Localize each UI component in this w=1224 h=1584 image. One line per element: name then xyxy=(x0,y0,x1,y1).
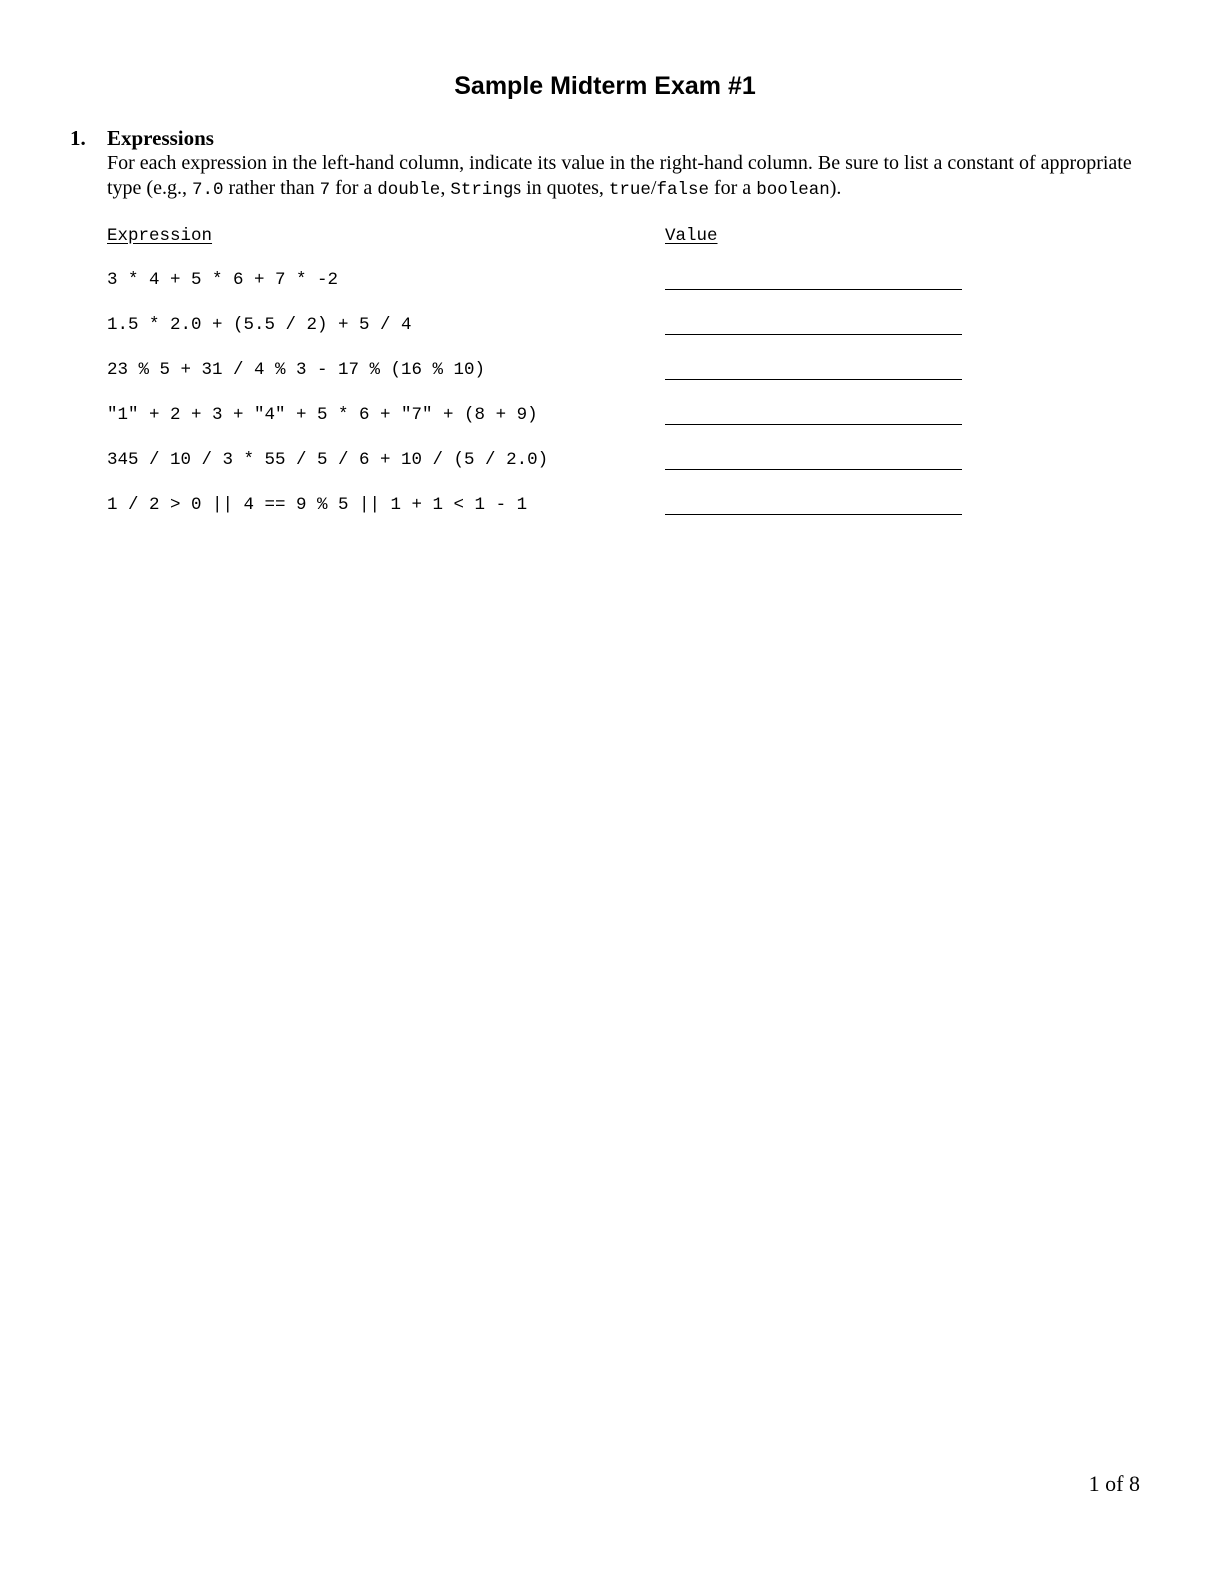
code-literal: true xyxy=(608,180,651,200)
expression-row xyxy=(107,449,967,479)
expression-text: 345 / 10 / 3 * 55 / 5 / 6 + 10 / (5 / 2.0) xyxy=(107,450,549,470)
expression-text: 1.5 * 2.0 + (5.5 / 2) + 5 / 4 xyxy=(107,315,412,335)
value-column-header: Value xyxy=(665,226,718,246)
answer-blank[interactable] xyxy=(665,514,962,515)
answer-blank[interactable] xyxy=(665,379,962,380)
instructions-text: for a xyxy=(330,177,378,199)
instructions-text: For each expression in the left-hand column, indicate its value in the right-hand column. Be sure to list a constant of appropriate type (e.g., xyxy=(107,152,1132,199)
instructions-text: , xyxy=(440,177,451,199)
question-instructions xyxy=(107,151,1137,203)
page-title: Sample Midterm Exam #1 xyxy=(454,72,756,100)
code-literal: String xyxy=(450,180,514,200)
expression-row xyxy=(107,494,967,524)
instructions-text: ). xyxy=(829,177,842,199)
answer-blank[interactable] xyxy=(665,424,962,425)
answer-blank[interactable] xyxy=(665,469,962,470)
expression-row xyxy=(107,359,967,389)
expression-text: 1 / 2 > 0 || 4 == 9 % 5 || 1 + 1 < 1 - 1 xyxy=(107,495,528,515)
expression-row xyxy=(107,269,967,299)
question-heading: Expressions xyxy=(107,126,214,150)
answer-blank[interactable] xyxy=(665,334,962,335)
question-number: 1. xyxy=(70,126,86,150)
code-literal: 7.0 xyxy=(191,180,224,200)
instructions-text: s in quotes, xyxy=(513,177,609,199)
expression-column-header: Expression xyxy=(107,226,213,246)
answer-blank[interactable] xyxy=(665,289,962,290)
code-literal: false xyxy=(656,180,709,200)
instructions-text: rather than xyxy=(223,177,320,199)
instructions-text: for a xyxy=(708,177,757,199)
code-literal: boolean xyxy=(756,180,830,200)
expression-text: 23 % 5 + 31 / 4 % 3 - 17 % (16 % 10) xyxy=(107,360,486,380)
expression-text: 3 * 4 + 5 * 6 + 7 * -2 xyxy=(107,270,339,290)
expression-row xyxy=(107,404,967,434)
code-literal: 7 xyxy=(319,180,331,200)
expression-row xyxy=(107,314,967,344)
instructions-text: / xyxy=(650,177,657,199)
code-literal: double xyxy=(377,180,441,200)
expression-text: "1" + 2 + 3 + "4" + 5 * 6 + "7" + (8 + 9) xyxy=(107,405,538,425)
page-number: 1 of 8 xyxy=(1088,1471,1140,1496)
